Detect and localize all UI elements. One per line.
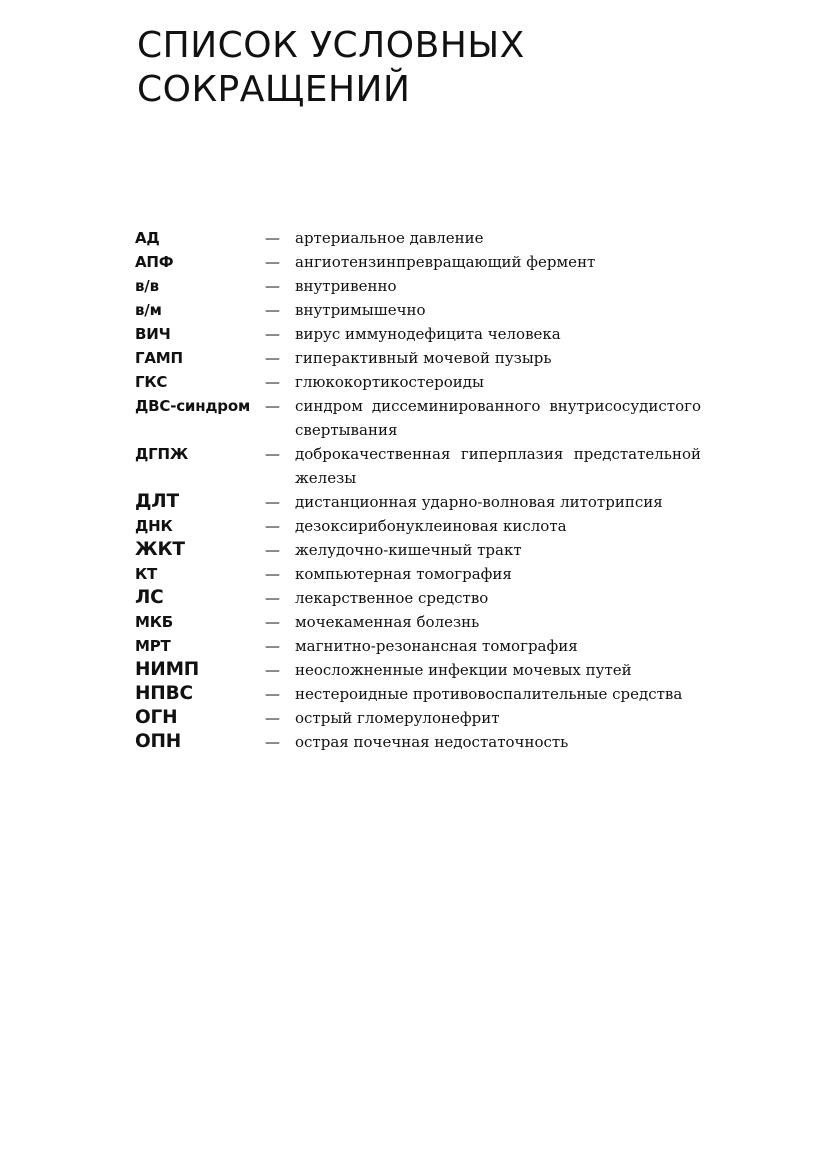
abbreviation-row [135,658,701,682]
abbreviation-definition: мочекаменная болезнь [295,613,480,631]
dash-separator: — [265,637,280,655]
abbreviation-definition: вирус иммунодефицита человека [295,325,561,343]
abbreviation-definition: неосложненные инфекции мочевых путей [295,661,632,679]
abbreviation-term: ВИЧ [135,325,171,343]
dash-separator: — [265,325,280,343]
abbreviation-row [135,394,701,442]
abbreviation-row [135,274,701,298]
abbreviation-term: МКБ [135,613,174,631]
abbreviation-definition: дезоксирибонуклеиновая кислота [295,517,567,535]
abbreviation-definition: синдром диссеминированного внутрисосудистого свертывания [295,397,701,439]
abbreviation-definition: лекарственное средство [295,589,489,607]
abbreviation-row [135,370,701,394]
abbreviation-row [135,634,701,658]
page-title-line-2: СОКРАЩЕНИЙ [137,69,411,110]
abbreviation-definition: острый гломерулонефрит [295,709,500,727]
dash-separator: — [265,709,280,727]
abbreviation-term: ЛС [135,587,164,608]
abbreviation-row [135,490,701,514]
abbreviation-term: ДНК [135,517,173,535]
abbreviation-definition: компьютерная томография [295,565,512,583]
abbreviation-row [135,706,701,730]
abbreviation-term: в/м [135,301,162,319]
abbreviation-term: ЖКТ [135,539,185,560]
abbreviation-row [135,562,701,586]
dash-separator: — [265,229,280,247]
dash-separator: — [265,277,280,295]
abbreviation-term: КТ [135,565,158,583]
abbreviation-definition: ангиотензинпревращающий фермент [295,253,596,271]
dash-separator: — [265,493,280,511]
abbreviation-term: ДВС-синдром [135,397,251,415]
abbreviation-term: АД [135,229,160,247]
abbreviation-definition: нестероидные противовоспалительные средства [295,685,683,703]
abbreviation-definition: артериальное давление [295,229,484,247]
abbreviation-term: АПФ [135,253,174,271]
abbreviation-row [135,346,701,370]
abbreviation-term: ГКС [135,373,168,391]
dash-separator: — [265,685,280,703]
abbreviation-definition: дистанционная ударно-волновая литотрипсия [295,493,663,511]
dash-separator: — [265,301,280,319]
abbreviation-term: в/в [135,277,159,295]
abbreviation-definition: желудочно-кишечный тракт [295,541,522,559]
abbreviation-term: ДЛТ [135,491,179,512]
abbreviation-row [135,442,701,490]
page-title-line-1: СПИСОК УСЛОВНЫХ [137,25,525,66]
abbreviation-term: ОГН [135,707,178,728]
abbreviation-row [135,610,701,634]
abbreviation-term: ОПН [135,731,182,752]
abbreviation-term: НПВС [135,683,193,704]
abbreviation-term: ГАМП [135,349,183,367]
dash-separator: — [265,517,280,535]
dash-separator: — [265,349,280,367]
abbreviation-row [135,538,701,562]
abbreviation-row [135,586,701,610]
abbreviation-term: НИМП [135,659,200,680]
abbreviation-definition: острая почечная недостаточность [295,733,569,751]
dash-separator: — [265,661,280,679]
abbreviation-row [135,298,701,322]
page-title [137,24,697,112]
abbreviation-definition: глюкокортикостероиды [295,373,484,391]
dash-separator: — [265,733,280,751]
dash-separator: — [265,373,280,391]
dash-separator: — [265,589,280,607]
abbreviation-term: ДГПЖ [135,445,189,463]
abbreviation-definition: внутривенно [295,277,397,295]
dash-separator: — [265,565,280,583]
abbreviation-definition: внутримышечно [295,301,426,319]
abbreviation-list [135,226,701,754]
abbreviation-row [135,322,701,346]
dash-separator: — [265,613,280,631]
abbreviation-row [135,730,701,754]
abbreviation-row [135,682,701,706]
dash-separator: — [265,445,280,463]
dash-separator: — [265,397,280,415]
abbreviation-definition: гиперактивный мочевой пузырь [295,349,552,367]
dash-separator: — [265,253,280,271]
abbreviation-term: МРТ [135,637,171,655]
abbreviation-definition: доброкачественная гиперплазия предстательной железы [295,445,701,487]
abbreviation-row [135,250,701,274]
abbreviation-row [135,226,701,250]
dash-separator: — [265,541,280,559]
abbreviation-definition: магнитно-резонансная томография [295,637,578,655]
abbreviation-row [135,514,701,538]
